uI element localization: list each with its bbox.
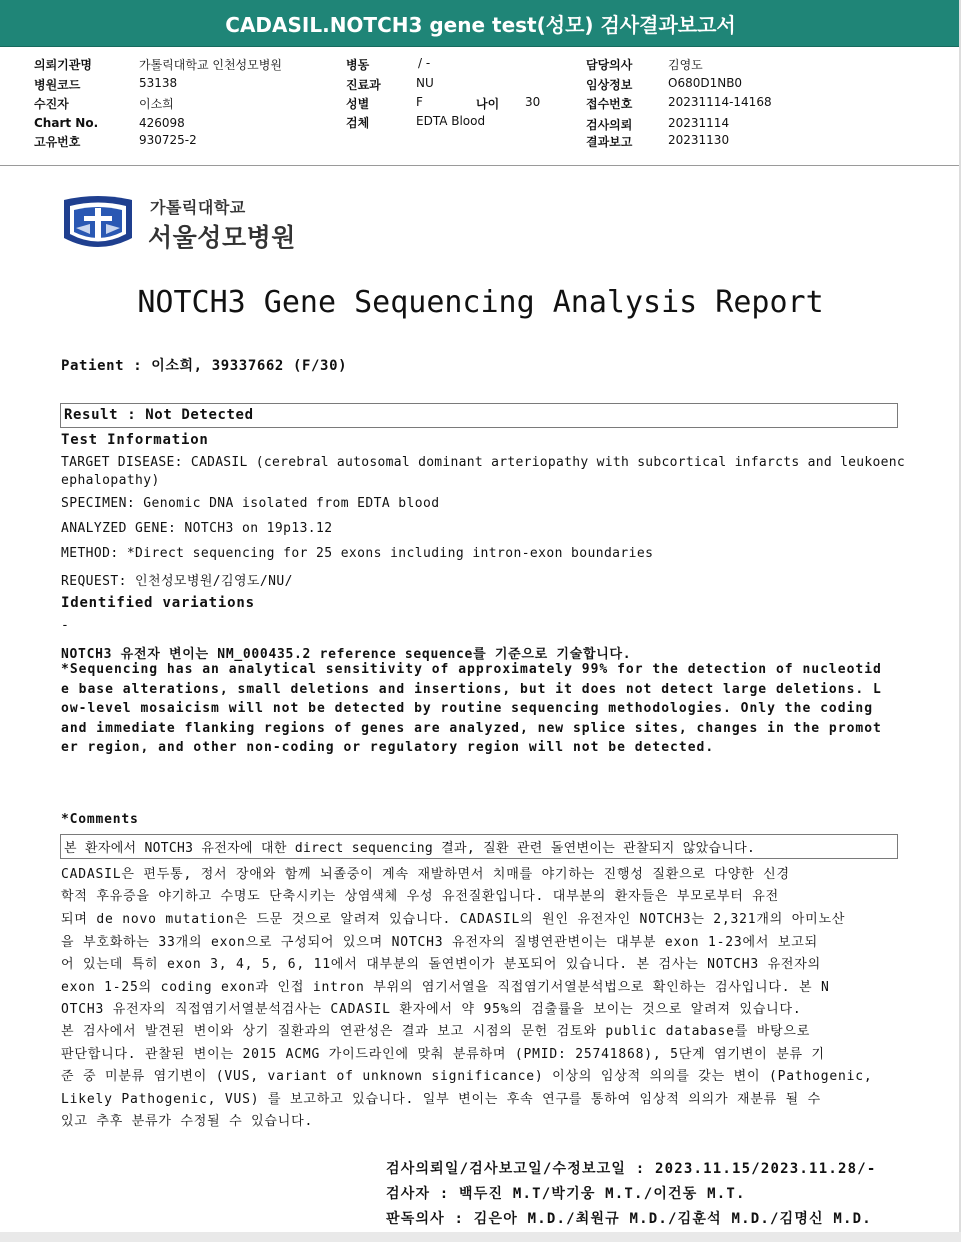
hospital-logo bbox=[60, 192, 310, 256]
info-label: 접수번호 bbox=[586, 97, 633, 111]
comment-paragraph-line: 학적 후유증을 야기하고 수명도 단축시키는 상염색체 우성 유전질환입니다. 대부분의 환자들은 부모로부터 유전 bbox=[61, 889, 779, 904]
info-value: 930725-2 bbox=[139, 133, 197, 147]
reviewing-physicians-line: 판독의사 : 김은아 M.D./최원규 M.D./김훈석 M.D./김명신 M.D. bbox=[386, 1211, 872, 1227]
info-label: 수진자 bbox=[34, 97, 69, 111]
info-label: 검사의뢰 bbox=[586, 118, 633, 132]
comment-paragraph-line: CADASIL은 편두통, 정서 장애와 함께 뇌졸중이 계속 재발하면서 치매를 야기하는 진행성 질환으로 다양한 신경 bbox=[61, 867, 790, 882]
info-value: NU bbox=[416, 76, 434, 90]
info-value: 426098 bbox=[139, 116, 185, 130]
comment-paragraph-line: exon 1-25의 coding exon과 인접 intron 부위의 염기서열을 직접염기서열분석법으로 확인하는 검사입니다. 본 N bbox=[61, 980, 830, 995]
comment-paragraph-line: 준 중 미분류 염기변이 (VUS, variant of unknown significance) 이상의 임상적 의의를 갖는 변이 (Pathogenic, bbox=[61, 1069, 873, 1084]
comment-paragraph-line: 판단합니다. 관찰된 변이는 2015 ACMG 가이드라인에 맞춰 분류하며 (PMID: 25741868), 5단계 염기변이 분류 기 bbox=[61, 1047, 825, 1062]
info-value: EDTA Blood bbox=[416, 114, 486, 128]
comment-summary-box bbox=[60, 834, 898, 859]
info-label: 병동 bbox=[346, 58, 370, 72]
info-value: / - bbox=[418, 56, 431, 70]
target-disease-line-2: ephalopathy) bbox=[61, 473, 160, 488]
comment-paragraph-line: 있고 추후 분류가 수정될 수 있습니다. bbox=[61, 1114, 314, 1129]
info-label-age: 나이 bbox=[476, 97, 500, 111]
info-value: 20231114-14168 bbox=[668, 95, 772, 109]
sensitivity-line: ow-level mosaicism will not be detected by routine sequencing methodologies. Only the coding bbox=[61, 701, 874, 716]
comment-paragraph-line: 되며 de novo mutation은 드문 것으로 알려져 있습니다. CADASIL의 원인 유전자인 NOTCH3는 2,321개의 아미노산 bbox=[61, 912, 846, 927]
info-value-age: 30 bbox=[525, 95, 541, 109]
info-value: 가톨릭대학교 인천성모병원 bbox=[139, 58, 282, 72]
specimen-line: SPECIMEN: Genomic DNA isolated from EDTA blood bbox=[61, 496, 440, 511]
info-value: 이소희 bbox=[139, 97, 174, 111]
info-label: 담당의사 bbox=[586, 58, 633, 72]
header-divider bbox=[0, 165, 961, 166]
info-value: O680D1NB0 bbox=[668, 76, 743, 90]
comment-summary-text: 본 환자에서 NOTCH3 유전자에 대한 direct sequencing 결과, 질환 관련 돌연변이는 관찰되지 않았습니다. bbox=[64, 841, 756, 856]
comment-paragraph-line: 본 검사에서 발견된 변이와 상기 질환과의 연관성은 결과 보고 시점의 문헌 검토와 public database를 바탕으로 bbox=[61, 1024, 811, 1039]
comment-paragraph-line: 을 부호화하는 33개의 exon으로 구성되어 있으며 NOTCH3 유전자의 질병연관변이는 대부분 exon 1-23에서 보고되 bbox=[61, 935, 818, 950]
technologists-line: 검사자 : 백두진 M.T/박기웅 M.T./이건동 M.T. bbox=[386, 1186, 746, 1202]
result-box bbox=[60, 403, 898, 428]
info-value: 20231130 bbox=[668, 133, 730, 147]
identified-variations-heading: Identified variations bbox=[61, 595, 255, 611]
sensitivity-line: and immediate flanking regions of genes are analyzed, new splice sites, changes in the promot bbox=[61, 721, 882, 736]
info-label: 임상정보 bbox=[586, 78, 633, 92]
reference-sequence-note: NOTCH3 유전자 변이는 NM_000435.2 reference sequence를 기준으로 기술합니다. bbox=[61, 647, 632, 662]
result-text: Result : Not Detected bbox=[64, 407, 254, 423]
sensitivity-line: e base alterations, small deletions and insertions, but it does not detect large deletions. L bbox=[61, 682, 882, 697]
info-label: Chart No. bbox=[34, 116, 99, 130]
hospital-emblem-icon bbox=[60, 194, 136, 252]
logo-university-name: 가톨릭대학교 bbox=[150, 198, 246, 217]
identified-variations-value: - bbox=[61, 618, 70, 633]
comment-paragraph-line: 어 있는데 특히 exon 3, 4, 5, 6, 11에서 대부분의 돌연변이가 분포되어 있습니다. 본 검사는 NOTCH3 유전자의 bbox=[61, 957, 822, 972]
info-label: 성별 bbox=[346, 97, 370, 111]
info-label: 검체 bbox=[346, 116, 370, 130]
patient-line: Patient : 이소희, 39337662 (F/30) bbox=[61, 358, 348, 374]
comment-paragraph-line: OTCH3 유전자의 직접염기서열분석검사는 CADASIL 환자에서 약 95%의 검출률을 보이는 것으로 알려져 있습니다. bbox=[61, 1002, 802, 1017]
comments-heading: *Comments bbox=[61, 812, 139, 827]
info-label: 의뢰기관명 bbox=[34, 58, 92, 72]
info-value: 20231114 bbox=[668, 116, 730, 130]
info-label: 고유번호 bbox=[34, 135, 81, 149]
info-label: 병원코드 bbox=[34, 78, 81, 92]
request-line: REQUEST: 인천성모병원/김영도/NU/ bbox=[61, 574, 293, 589]
comment-paragraph-line: Likely Pathogenic, VUS) 를 보고하고 있습니다. 일부 변이는 후속 연구를 통하여 임상적 의의가 재분류 될 수 bbox=[61, 1092, 822, 1107]
info-label: 결과보고 bbox=[586, 135, 633, 149]
report-dates-line: 검사의뢰일/검사보고일/수정보고일 : 2023.11.15/2023.11.28/- bbox=[386, 1161, 877, 1177]
analyzed-gene-line: ANALYZED GENE: NOTCH3 on 19p13.12 bbox=[61, 521, 333, 536]
page-bottom-strip bbox=[0, 1232, 961, 1242]
method-line: METHOD: *Direct sequencing for 25 exons including intron-exon boundaries bbox=[61, 546, 654, 561]
info-label: 진료과 bbox=[346, 78, 381, 92]
report-title: NOTCH3 Gene Sequencing Analysis Report bbox=[137, 285, 824, 320]
target-disease-line-1: TARGET DISEASE: CADASIL (cerebral autosomal dominant arteriopathy with subcortical infarcts and leukoenc bbox=[61, 455, 905, 470]
info-value: 김영도 bbox=[668, 58, 703, 72]
test-information-heading: Test Information bbox=[61, 432, 209, 448]
logo-hospital-name: 서울성모병원 bbox=[148, 223, 296, 252]
report-header-bar bbox=[0, 0, 961, 47]
report-header-title: CADASIL.NOTCH3 gene test(성모) 검사결과보고서 bbox=[225, 12, 736, 37]
info-value: 53138 bbox=[139, 76, 178, 90]
info-value: F bbox=[416, 95, 423, 109]
sensitivity-line: er region, and other non-coding or regulatory region will not be detected. bbox=[61, 740, 715, 755]
sensitivity-line: *Sequencing has an analytical sensitivity of approximately 99% for the detection of nucleotid bbox=[61, 662, 882, 677]
patient-info-panel bbox=[0, 50, 961, 164]
